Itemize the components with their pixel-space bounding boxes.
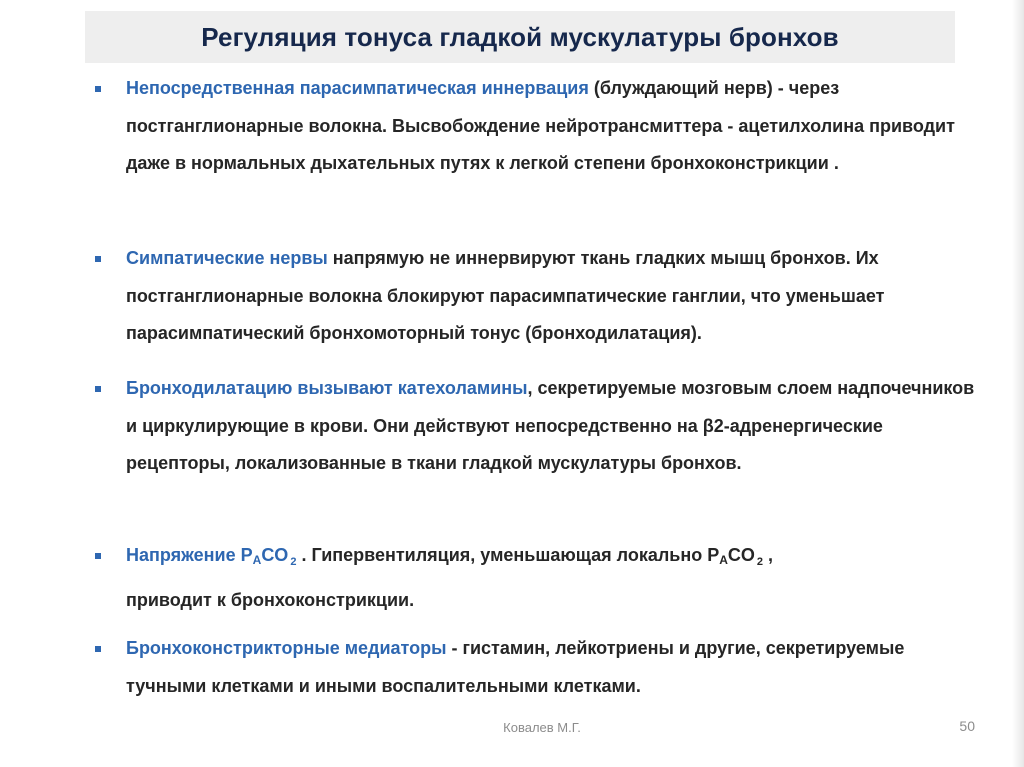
paco2-label: Напряжение P: [126, 545, 253, 565]
bullet-square-icon: [95, 86, 101, 92]
bullet-highlight: Бронхоконстрикторные медиаторы: [126, 638, 447, 658]
bullet-square-icon: [95, 646, 101, 652]
bullet-body: . Гипервентиляция, уменьшающая локально P: [296, 545, 720, 565]
bullet-item-paco2: [95, 537, 975, 619]
bullet-square-icon: [95, 553, 101, 559]
slide-title: Регуляция тонуса гладкой мускулатуры бронхов: [201, 21, 839, 52]
bullet-highlight: Симпатические нервы: [126, 248, 328, 268]
bullet-item-mediators: [95, 630, 975, 705]
paco2-subscript-2: 2: [290, 556, 297, 568]
bullet-body-line2: приводит к бронхоконстрикции.: [126, 589, 415, 610]
bullet-body: , секретируемые мозговым слоем надпочечников и циркулирующие в крови. Они действуют непосредственно на β2-адренергические рецепторы, локализованные в ткани гладкой мускулатуры бронхов.: [126, 378, 975, 473]
bullet-body: напрямую не иннервируют ткань гладких мышц бронхов. Их постганглионарные волокна блокируют парасимпатические ганглии, что уменьшает парасимпатический бронхомоторный тонус (бронходилатация).: [126, 248, 885, 343]
footer-author: Ковалев М.Г.: [503, 720, 581, 735]
bullet-body: (блуждающий нерв) - через постганглионарные волокна. Высвобождение нейротрансмиттера - ацетилхолина приводит даже в нормальных дыхательных путях к легкой степени бронхоконстрикции .: [126, 78, 955, 173]
bullet-item-catecholamines: [95, 370, 975, 483]
bullet-body-end: ,: [763, 545, 774, 565]
bullet-text: [95, 630, 975, 705]
paco2-co: CO: [261, 545, 289, 565]
bullet-text: [95, 70, 975, 183]
bullet-square-icon: [95, 386, 101, 392]
page-number: 50: [959, 718, 975, 734]
bullet-highlight: Бронходилатацию вызывают катехоламины: [126, 378, 528, 398]
paco2-subscript-2: 2: [756, 556, 764, 568]
bullet-text: [95, 370, 975, 483]
bullet-highlight: Непосредственная парасимпатическая иннервация: [126, 78, 589, 98]
bullet-text: [95, 240, 975, 353]
bullet-text: [95, 537, 975, 619]
paco2-subscript: A: [252, 553, 262, 567]
bullet-body: - гистамин, лейкотриены и другие, секретируемые тучными клетками и иными воспалительными клетками.: [126, 638, 905, 696]
paco2-subscript: A: [719, 553, 728, 567]
bullet-square-icon: [95, 256, 101, 262]
title-bar: [85, 11, 955, 63]
paco2-co: CO: [727, 545, 755, 565]
bullet-item-sympathetic: [95, 240, 975, 353]
bullet-item-parasympathetic: [95, 70, 975, 183]
bullet-highlight: [126, 545, 297, 568]
slide-edge-shadow: [1012, 0, 1024, 767]
